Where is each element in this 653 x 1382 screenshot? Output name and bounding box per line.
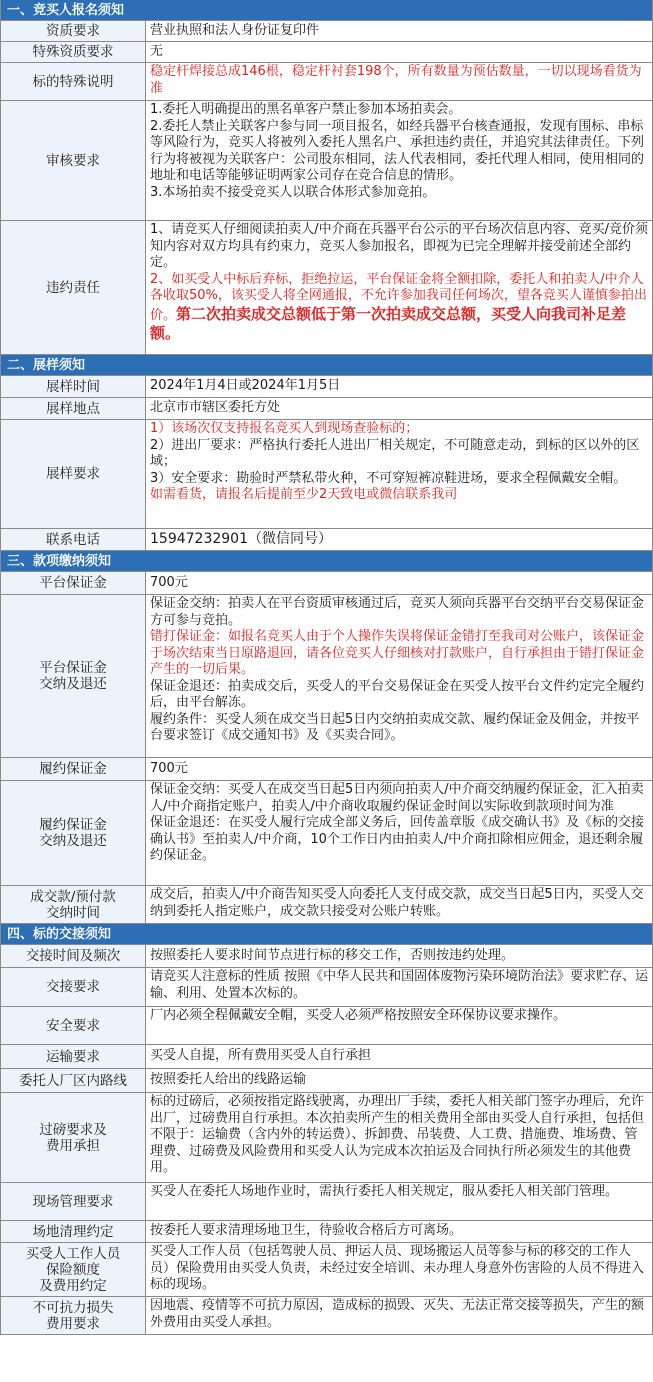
row-breach xyxy=(1,221,652,355)
row-handover-requirements xyxy=(1,968,652,1007)
deposit-process-4: 履约条件：买受人须在成交当日起5日内交纳拍卖成交款、履约保证金及佣金，并按平台要求签订《成交通知书》及《买卖合同》。 xyxy=(150,711,640,743)
viewing-req-1: 1）该场次仅支持报名竞买人到现场查验标的； xyxy=(150,421,419,436)
label-insurance: 买受人工作人员 保险额度 及费用约定 xyxy=(1,1243,146,1296)
section-header-viewing: 二、展样须知 xyxy=(1,355,652,376)
deposit-process-3: 保证金退还：拍卖成交后，买受人的平台交易保证金在买受人按平台文件约定完全履约后，由平台解冻。 xyxy=(150,678,645,710)
value-special-qualification: 无 xyxy=(150,43,164,59)
value-performance-deposit: 700元 xyxy=(150,760,188,776)
label-special-note: 标的特殊说明 xyxy=(1,63,146,100)
deposit-process-2: 错打保证金：如报名竞买人由于个人操作失误将保证金错打至我司对公账户，该保证金于场次结束当日原路退回，请各位竞买人仔细核对打款账户，自行承担由于错打保证金产生的一切后果。 xyxy=(150,629,645,677)
value-safety: 厂内必须全程佩戴安全帽，买受人必须严格按照安全环保协议要求操作。 xyxy=(150,1008,567,1023)
value-viewing-place: 北京市市辖区委托方处 xyxy=(150,400,281,416)
row-route xyxy=(1,1069,652,1093)
label-route: 委托人厂区内路线 xyxy=(1,1069,146,1092)
viewing-req-4: 如需看货，请报名后提前至少2天致电或微信联系我司 xyxy=(150,487,458,502)
value-handover-requirements: 请竞买人注意标的性质 按照《中华人民共和国固体废物污染环境防治法》要求贮存、运输、利用、处置本次标的。 xyxy=(150,969,649,1001)
label-site-management: 现场管理要求 xyxy=(1,1183,146,1220)
label-performance-deposit-process: 履约保证金 交纳及退还 xyxy=(1,781,146,885)
value-performance-deposit-process xyxy=(146,781,652,885)
value-platform-deposit-process xyxy=(146,595,652,757)
value-site-management: 买受人在委托人场地作业时，需执行委托人相关规定，服从委托人相关部门管理。 xyxy=(150,1184,619,1199)
row-viewing-time xyxy=(1,376,652,398)
label-viewing-place: 展样地点 xyxy=(1,398,146,419)
row-performance-deposit xyxy=(1,758,652,781)
label-phone: 联系电话 xyxy=(1,529,146,550)
label-weighing: 过磅要求及 费用承担 xyxy=(1,1093,146,1182)
viewing-req-3: 3）安全要求：勘验时严禁私带火种，不可穿短裤凉鞋进场，要求全程佩戴安全帽。 xyxy=(150,470,627,486)
row-viewing-place xyxy=(1,398,652,420)
label-special-qualification: 特殊资质要求 xyxy=(1,42,146,62)
row-insurance xyxy=(1,1243,652,1297)
value-special-note: 稳定杆焊接总成146根，稳定杆衬套198个，所有数量为预估数量，一切以现场看货为准 xyxy=(150,64,642,96)
review-item-2: 2.委托人禁止关联客户参与同一项目报名，如经兵器平台核查通报，发现有围标、串标等风险行为，竞买人将被列入委托人黑名户、承担违约责任，并追究其法律责任。下列行为将被视为关联客户：公司股东相同，法人代表相同，委托代理人相同，使用相同的地址和电话等能够证明两家公司存在竞合信息的情形。 xyxy=(150,118,645,183)
row-force-majeure xyxy=(1,1297,652,1335)
label-site-cleanup: 场地清理约定 xyxy=(1,1221,146,1242)
breach-paragraph-2: 2、如买受人中标后弃标，拒绝拉运，平台保证金将全额扣除，委托人和拍卖人/中介人各收取50%，该买受人将全网通报，不允许参加我司任何场次，望各竞买人谨慎参拍出价。 xyxy=(150,271,647,323)
performance-process-1: 保证金交纳：买受人在成交当日起5日内须向拍卖人/中介商交纳履约保证金，汇入拍卖人/中介商指定账户，拍卖人/中介商收取履约保证金时间以实际收到款项时间为准 xyxy=(150,782,644,814)
label-handover-requirements: 交接要求 xyxy=(1,968,146,1006)
value-phone: 15947232901（微信同号） xyxy=(150,531,332,548)
row-safety xyxy=(1,1007,652,1045)
row-platform-deposit xyxy=(1,572,652,595)
row-site-cleanup xyxy=(1,1221,652,1243)
section-header-handover: 四、标的交接须知 xyxy=(1,924,652,945)
label-performance-deposit: 履约保证金 xyxy=(1,758,146,780)
row-performance-deposit-process xyxy=(1,781,652,886)
value-weighing: 标的过磅后，必须按指定路线驶离，办理出厂手续，委托人相关部门签字办理后，允许出厂，过磅费用自行承担。本次拍卖所产生的相关费用全部由买受人自行承担，包括但不限于：运输费（含内外的转运费）、拆卸费、吊装费、人工费、措施费、堆场费、管理费、过磅费及风险费用和买受人认为完成本次拍运及合同执行所必须发生的其他费用。 xyxy=(150,1094,645,1175)
row-payment-time xyxy=(1,886,652,924)
label-platform-deposit-process: 平台保证金 交纳及退还 xyxy=(1,595,146,757)
label-handover-time: 交接时间及频次 xyxy=(1,945,146,967)
performance-process-2: 保证金退还：在买受人履行完成全部义务后，回传盖章版《成交确认书》及《标的交接确认书》至拍卖人/中介商，10个工作日内由拍卖人/中介商扣除相应佣金，退还剩余履约保证金。 xyxy=(150,815,645,863)
label-payment-time: 成交款/预付款 交纳时间 xyxy=(1,886,146,923)
breach-paragraph-3: 第二次拍卖成交总额低于第一次拍卖成交总额，买受人向我司补足差额。 xyxy=(150,304,627,342)
row-review xyxy=(1,101,652,221)
review-item-3: 3.本场拍卖不接受竞买人以联合体形式参加竞拍。 xyxy=(150,184,436,200)
row-viewing-requirements xyxy=(1,420,652,529)
value-review xyxy=(146,101,652,220)
value-handover-time: 按照委托人要求时间节点进行标的移交工作，否则按违约处理。 xyxy=(150,947,515,963)
label-review: 审核要求 xyxy=(1,101,146,220)
label-breach: 违约责任 xyxy=(1,221,146,354)
row-weighing xyxy=(1,1093,652,1183)
value-viewing-time: 2024年1月4日或2024年1月5日 xyxy=(150,378,341,394)
label-force-majeure: 不可抗力损失 费用要求 xyxy=(1,1297,146,1334)
section-header-payment: 三、款项缴纳须知 xyxy=(1,551,652,572)
row-platform-deposit-process xyxy=(1,595,652,758)
value-platform-deposit: 700元 xyxy=(150,574,188,590)
value-transport: 买受人自提，所有费用买受人自行承担 xyxy=(150,1048,372,1064)
value-site-cleanup: 按委托人要求清理场地卫生，待验收合格后方可离场。 xyxy=(150,1223,463,1239)
row-special-qualification xyxy=(1,42,652,63)
value-breach xyxy=(146,221,652,354)
label-qualification: 资质要求 xyxy=(1,21,146,41)
row-handover-time xyxy=(1,945,652,968)
value-viewing-requirements xyxy=(146,420,652,528)
value-payment-time: 成交后，拍卖人/中介商告知买受人向委托人支付成交款，成交当日起5日内，买受人交纳到委托人指定账户，成交款只接受对公账户转账。 xyxy=(150,887,644,919)
row-phone xyxy=(1,529,652,551)
label-transport: 运输要求 xyxy=(1,1045,146,1068)
value-force-majeure: 因地震、疫情等不可抗力原因，造成标的损毁、灭失、无法正常交接等损失，产生的额外费用由买受人承担。 xyxy=(150,1298,645,1330)
review-item-1: 1.委托人明确提出的黑名单客户禁止参加本场拍卖会。 xyxy=(150,102,462,117)
value-insurance: 买受人工作人员（包括驾驶人员、押运人员、现场搬运人员等参与标的移交的工作人员）保险费用由买受人负责，未经过安全培训、未办理人身意外伤害险的人员不得进入标的现场。 xyxy=(150,1244,645,1292)
value-route: 按照委托人给出的线路运输 xyxy=(150,1072,307,1088)
label-platform-deposit: 平台保证金 xyxy=(1,572,146,594)
row-qualification xyxy=(1,21,652,42)
section-header-registration: 一、竞买人报名须知 xyxy=(1,0,652,21)
row-site-management xyxy=(1,1183,652,1221)
viewing-req-2: 2）进出厂要求：严格执行委托人进出厂相关规定，不可随意走动，到标的区以外的区域； xyxy=(150,437,640,469)
label-viewing-requirements: 展样要求 xyxy=(1,420,146,528)
label-viewing-time: 展样时间 xyxy=(1,376,146,397)
row-special-note xyxy=(1,63,652,101)
label-safety: 安全要求 xyxy=(1,1007,146,1044)
deposit-process-1: 保证金交纳：拍卖人在平台资质审核通过后，竞买人须向兵器平台交纳平台交易保证金方可参与竞拍。 xyxy=(150,596,645,628)
value-qualification: 营业执照和法人身份证复印件 xyxy=(150,22,320,38)
row-transport xyxy=(1,1045,652,1069)
breach-paragraph-1: 1、请竞买人仔细阅读拍卖人/中介商在兵器平台公示的平台场次信息内容、竞买/竞价须知内容对双方均具有约束力，竞买人参加报名，即视为已完全理解并接受前述全部约定。 xyxy=(150,222,649,270)
